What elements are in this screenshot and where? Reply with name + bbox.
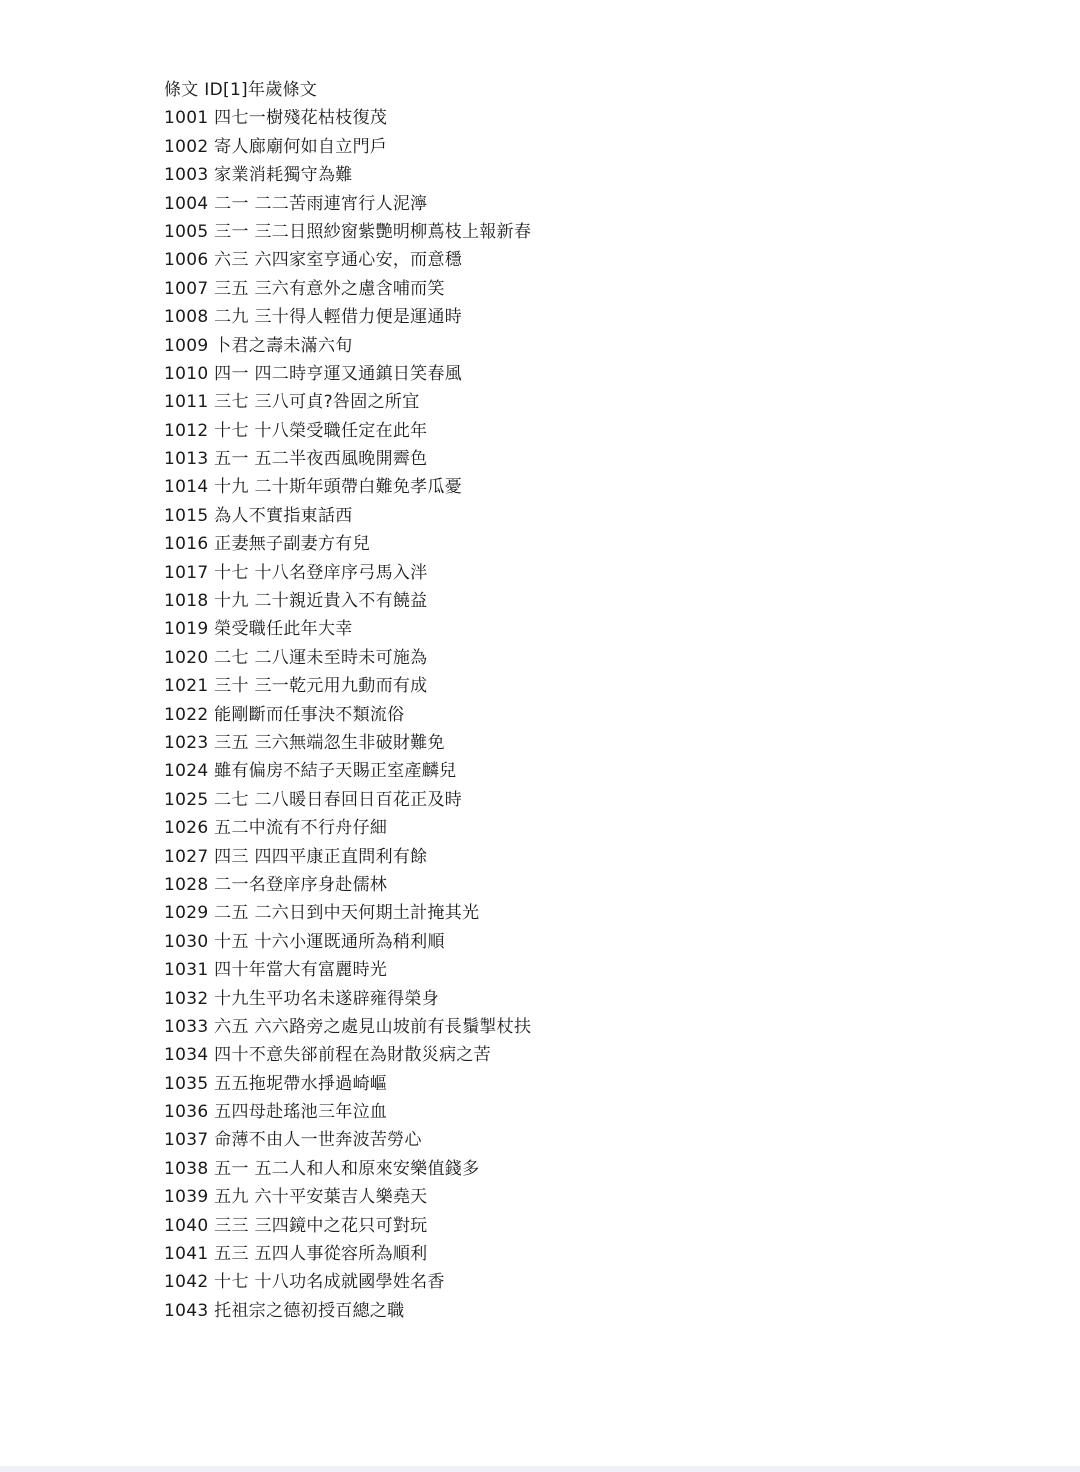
text-line: 1011 三七 三八可貞?咎固之所宜 [164, 392, 420, 413]
text-line: 1026 五二中流有不行舟仔細 [164, 818, 388, 839]
text-line: 1024 雖有偏房不結子天賜正室產麟兒 [164, 761, 457, 782]
text-line: 1017 十七 十八名登庠序弓馬入泮 [164, 562, 428, 583]
text-line: 1037 命薄不由人一世奔波苦勞心 [164, 1130, 422, 1151]
text-line: 1019 榮受職任此年大幸 [164, 619, 353, 640]
text-line: 1040 三三 三四鏡中之花只可對玩 [164, 1215, 428, 1236]
text-line: 1030 十五 十六小運既通所為稍利順 [164, 931, 445, 952]
text-line: 1042 十七 十八功名成就國學姓名香 [164, 1272, 445, 1293]
text-line: 1036 五四母赴瑤池三年泣血 [164, 1102, 388, 1123]
text-line: 1021 三十 三一乾元用九動而有成 [164, 676, 428, 697]
text-line: 1041 五三 五四人事從容所為順利 [164, 1244, 428, 1265]
text-line: 1032 十九生平功名未遂辟雍得榮身 [164, 988, 440, 1009]
text-line: 1033 六五 六六路旁之處見山坡前有長鬚掣杖扶 [164, 1016, 532, 1037]
text-line: 1020 二七 二八運未至時未可施為 [164, 647, 428, 668]
text-line: 1034 四十不意失郤前程在為財散災病之苦 [164, 1045, 491, 1066]
text-line: 1001 四七一樹殘花枯枝復茂 [164, 108, 388, 129]
text-line: 1027 四三 四四平康正直問利有餘 [164, 846, 428, 867]
text-line: 1010 四一 四二時亨運又通鎮日笑春風 [164, 363, 463, 384]
text-line: 1018 十九 二十親近貴入不有饒益 [164, 591, 428, 612]
text-line: 1003 家業消耗獨守為難 [164, 165, 353, 186]
page-bottom-edge [0, 1466, 1080, 1472]
text-line: 1007 三五 三六有意外之慮含哺而笑 [164, 278, 445, 299]
text-line: 1031 四十年當大有富麗時光 [164, 960, 388, 981]
text-line: 1022 能剛斷而任事決不類流俗 [164, 704, 405, 725]
text-line: 1038 五一 五二人和人和原來安樂值錢多 [164, 1158, 480, 1179]
text-line: 1023 三五 三六無端忽生非破財難免 [164, 732, 445, 753]
text-line: 1005 三一 三二日照紗窗紫艷明柳蔦枝上報新春 [164, 221, 532, 242]
text-line: 1002 寄人廊廟何如自立門戶 [164, 136, 388, 157]
text-line: 1004 二一 二二苦雨連宵行人泥濘 [164, 193, 428, 214]
document-body [164, 76, 1044, 1325]
text-line: 1043 托祖宗之德初授百總之職 [164, 1300, 405, 1321]
text-line: 1006 六三 六四家室亨通心安，而意穩 [164, 250, 463, 271]
text-line: 1035 五五拖坭帶水掙過崎嶇 [164, 1073, 388, 1094]
text-line: 1013 五一 五二半夜西風晚開霽色 [164, 449, 428, 470]
text-line: 1016 正妻無子副妻方有兒 [164, 534, 370, 555]
text-line: 1025 二七 二八暖日春回日百花正及時 [164, 789, 463, 810]
text-line: 1029 二五 二六日到中天何期土計掩其光 [164, 903, 480, 924]
text-line: 1014 十九 二十斯年頭帶白難免孝瓜憂 [164, 477, 463, 498]
header-line: 條文 ID[1]年歲條文 [164, 80, 318, 100]
text-line: 1012 十七 十八榮受職任定在此年 [164, 420, 428, 441]
text-line: 1009 卜君之壽未滿六旬 [164, 335, 353, 356]
text-line: 1028 二一名登庠序身赴儒林 [164, 874, 388, 895]
text-line: 1008 二九 三十得人輕借力便是運通時 [164, 307, 463, 328]
text-line: 1015 為人不實指東話西 [164, 505, 353, 526]
text-line: 1039 五九 六十平安葉吉人樂堯天 [164, 1187, 428, 1208]
